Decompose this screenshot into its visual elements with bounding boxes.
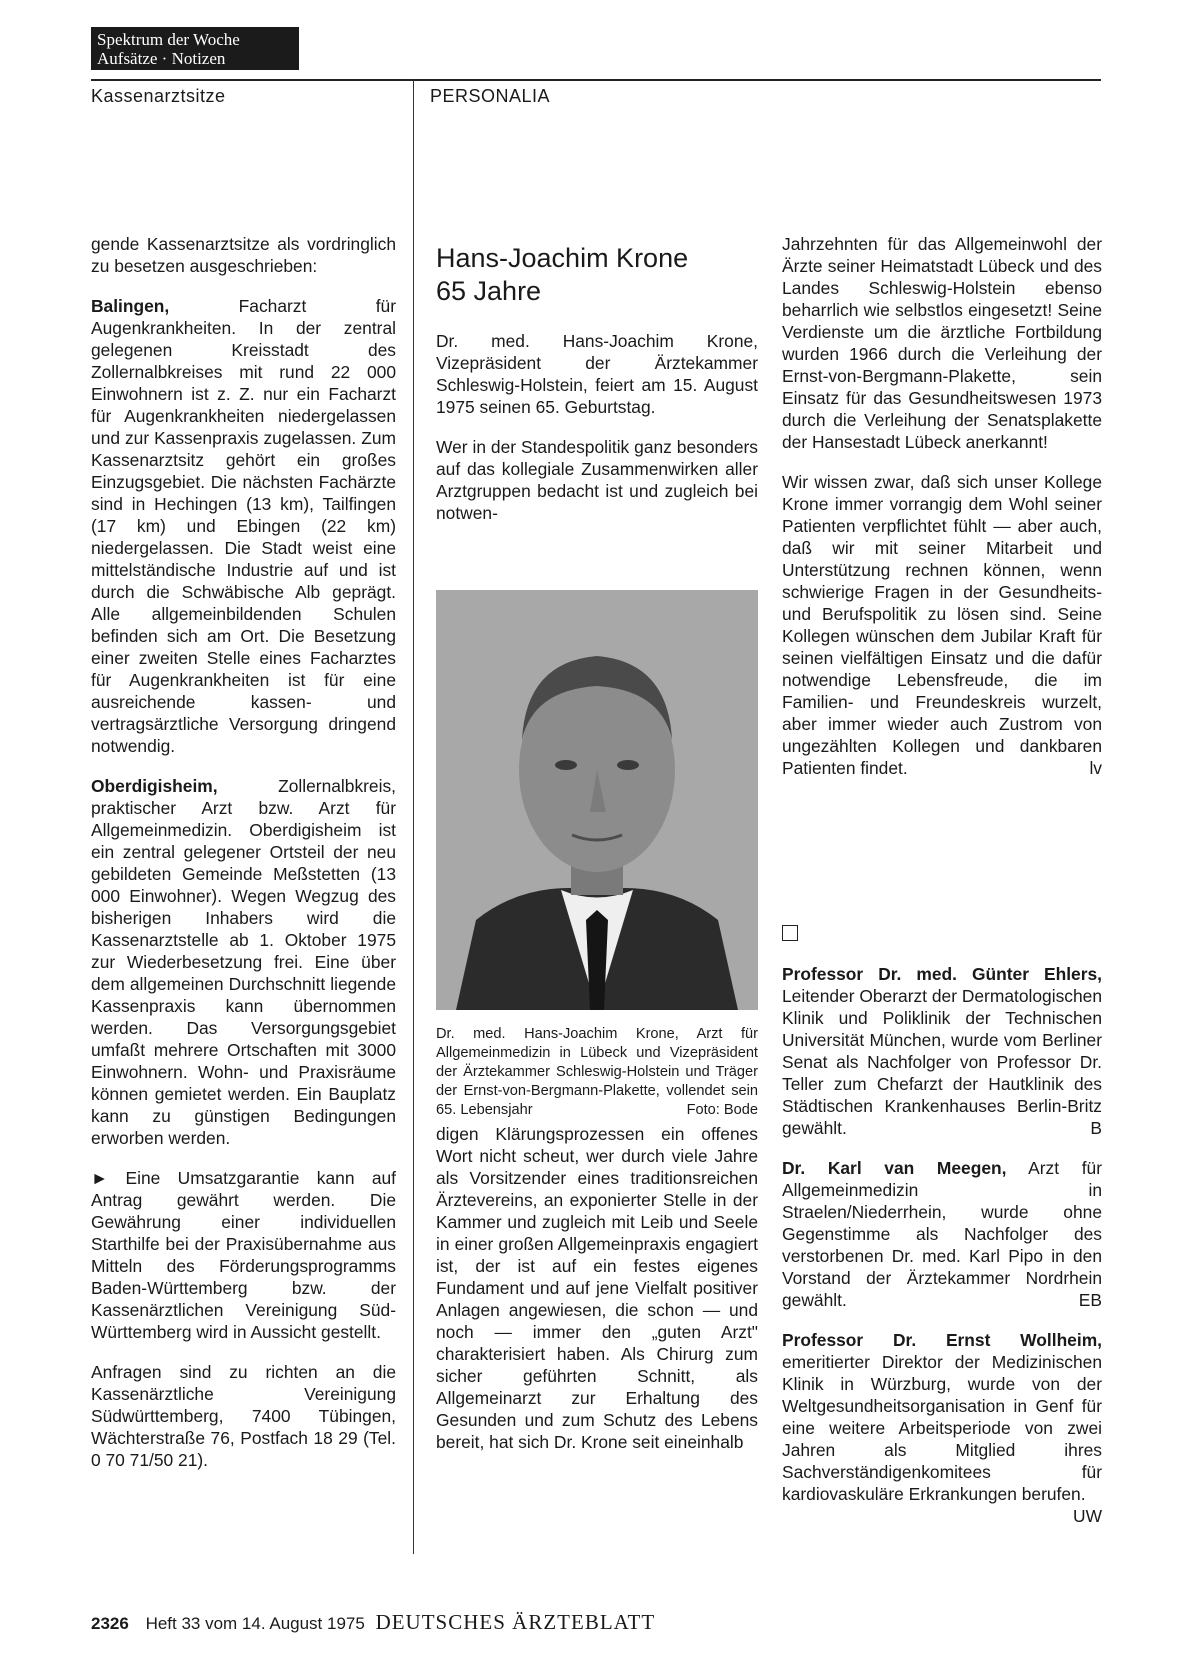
notice-signature: EB	[1078, 1290, 1102, 1310]
article-paragraph-3	[782, 471, 1102, 779]
notice-person: Professor Dr. med. Günter Ehlers,	[782, 964, 1102, 984]
notice-text: Leitender Oberarzt der Dermatologischen Klinik und Poliklinik der Technischen Universität München, wurde vom Berliner Senat als Nachfolger von Professor Dr. Teller zum Chefarzt der Hautklinik des Städtischen Krankenhauses Berlin-Britz gewählt.	[782, 986, 1102, 1138]
notice-person: Professor Dr. Ernst Wollheim,	[782, 1330, 1102, 1350]
section-badge	[91, 27, 299, 70]
listing-place: Balingen,	[91, 296, 170, 316]
section-label-left: Kassenarztsitze	[91, 86, 226, 106]
right-column-upper	[782, 233, 1102, 797]
umsatz-paragraph	[91, 1167, 396, 1343]
article-lead: Dr. med. Hans-Joachim Krone, Vizepräsident der Ärztekammer Schleswig-Holstein, feiert am 15. August 1975 seinen 65. Geburtstag.	[436, 331, 758, 417]
notice-ehlers	[782, 963, 1102, 1139]
notice-signature: UW	[1073, 1506, 1102, 1526]
author-signature: lv	[1089, 758, 1102, 778]
article-intro	[436, 330, 758, 542]
column-divider-left	[413, 79, 414, 1554]
notice-text: Arzt für Allgemeinmedizin in Straelen/Niederrhein, wurde ohne Gegenstimme als Nachfolger des verstorbenen Dr. med. Karl Pipo in den Vorstand der Ärztekammer Nordrhein gewählt.	[782, 1158, 1103, 1310]
article-continued	[436, 1123, 758, 1471]
notice-meegen	[782, 1157, 1102, 1311]
article-paragraph-3-text: Wir wissen zwar, daß sich unser Kollege Krone immer vorrangig dem Wohl seiner Patienten verpflichtet fühlt — aber auch, daß wir mit seiner Mitarbeit und Unterstützung rechnen können, wenn schwierige Fragen in der Gesundheits- und Berufspolitik zu lösen sind. Seine Kollegen wünschen dem Jubilar Kraft für seinen vielfältigen Einsatz und die dafür notwendige Lebensfreude, die im Familien- und Freundeskreis wurzelt, aber immer wieder auch Zustrom von ungezählten Kollegen und dankbaren Patienten findet.	[782, 472, 1102, 778]
notice-signature: B	[1090, 1118, 1102, 1138]
article-title	[436, 242, 688, 308]
article-title-line-2: 65 Jahre	[436, 276, 542, 306]
article-title-line-1: Hans-Joachim Krone	[436, 243, 689, 273]
photo-caption	[436, 1025, 758, 1120]
badge-line-1: Spektrum der Woche	[97, 30, 240, 49]
listing-text: Zollernalbkreis, praktischer Arzt bzw. Arzt für Allgemeinmedizin. Oberdigisheim ist ein zentral gelegener Ortsteil der neu gebildeten Gemeinde Meßstetten (13 000 Einwohner). Wegen Wegzug des bisherigen Inhabers wird die Kassenarztstelle ab 1. Oktober 1975 zur Wiederbesetzung frei. Eine über dem allgemeinen Durchschnitt liegende Kassenpraxis kann übernommen werden. Das Versorgungsgebiet umfaßt mehrere Ortschaften mit 3000 Einwohnern. Wohn- und Praxisräume können gemietet werden. Ein Bauplatz kann zu günstigen Bedingungen erworben werden.	[91, 776, 396, 1148]
masthead: DEUTSCHES ÄRZTEBLATT	[375, 1610, 656, 1634]
portrait-illustration	[436, 590, 758, 1010]
notice-person: Dr. Karl van Meegen,	[782, 1158, 1007, 1178]
page-number: 2326	[91, 1614, 129, 1633]
photo-credit: Foto: Bode	[686, 1102, 758, 1118]
section-label-right: PERSONALIA	[430, 86, 551, 106]
anfragen-paragraph: Anfragen sind zu richten an die Kassenärztliche Vereinigung Südwürttemberg, 7400 Tübingen, Wächterstraße 76, Postfach 18 29 (Tel. 0 70 71/50 21).	[91, 1362, 396, 1470]
notice-wollheim	[782, 1329, 1102, 1526]
page-footer	[91, 1610, 655, 1635]
notice-text: emeritierter Direktor der Medizinischen Klinik in Würzburg, wurde von der Weltgesundheitsorganisation in Genf für eine weitere Arbeitsperiode von zwei Jahren als Mitglied ihres Sachverständigenkomitees für kardiovaskuläre Erkrankungen berufen.	[782, 1352, 1102, 1504]
listing-place: Oberdigisheim,	[91, 776, 218, 796]
issue-info: Heft 33 vom 14. August 1975	[145, 1614, 365, 1633]
separator-square-icon	[782, 925, 798, 941]
left-column	[91, 233, 396, 1489]
intro-text: gende Kassenarztsitze als vordringlich zu besetzen ausgeschrieben:	[91, 234, 396, 276]
right-column-notices	[782, 963, 1102, 1527]
portrait-photo	[436, 590, 758, 1010]
listing-balingen	[91, 295, 396, 757]
article-paragraph-2: Jahrzehnten für das Allgemeinwohl der Ärzte seiner Heimatstadt Lübeck und des Landes Schleswig-Holstein ebenso beharrlich wie selbstlos eingesetzt! Seine Verdienste um die ärztliche Fortbildung wurden 1966 durch die Verleihung der Ernst-von-Bergmann-Plakette, sein Einsatz für das Gesundheitswesen 1973 durch die Verleihung der Senatsplakette der Hansestadt Lübeck anerkannt!	[782, 234, 1102, 452]
caption-text: Dr. med. Hans-Joachim Krone, Arzt für Allgemeinmedizin in Lübeck und Vizepräsident der Ärztekammer Schleswig-Holstein und Träger der Ernst-von-Bergmann-Plakette, vollendet sein 65. Lebensjahr	[436, 1026, 758, 1118]
header-rule	[91, 79, 1101, 81]
article-paragraph-1: Wer in der Standespolitik ganz besonders auf das kollegiale Zusammenwirken aller Arztgruppen bedacht ist und zugleich bei notwen-	[436, 437, 758, 523]
umsatz-text: Eine Umsatzgarantie kann auf Antrag gewährt werden. Die Gewährung einer individuellen Starthilfe bei der Praxisübernahme aus Mitteln des Förderungsprogramms Baden-Württemberg bzw. der Kassenärztlichen Vereinigung Süd-Württemberg wird in Aussicht gestellt.	[91, 1168, 396, 1342]
listing-oberdigisheim	[91, 775, 396, 1149]
listing-text: Facharzt für Augenkrankheiten. In der zentral gelegenen Kreisstadt des Zollernalbkreises mit rund 22 000 Einwohnern ist z. Z. nur ein Facharzt für Augenkrankheiten niedergelassen und zur Kassenpraxis zugelassen. Zum Kassenarztsitz gehört ein großes Einzugsgebiet. Die nächsten Fachärzte sind in Hechingen (13 km), Tailfingen (17 km) und Ebingen (22 km) niedergelassen. Die Stadt weist eine mittelständische Industrie auf und ist durch die Schwäbische Alb geprägt. Alle allgemeinbildenden Schulen befinden sich am Ort. Die Besetzung einer zweiten Stelle eines Facharztes für Augenkrankheiten ist für eine ausreichende kassen- und vertragsärztliche Versorgung dringend notwendig.	[91, 296, 396, 756]
article-paragraph-continued: digen Klärungsprozessen ein offenes Wort nicht scheut, wer durch viele Jahre als Vorsitzender eines traditionsreichen Ärztevereins, an exponierter Stelle in der Kammer und zugleich mit Leib und Seele in einer großen Allgemeinpraxis engagiert ist, der ist auf ein festes eigenes Fundament und auf jene Vielfalt positiver Anlagen angewiesen, die schon — und noch — immer den „guten Arzt" charakterisiert haben. Als Chirurg zum sicher geführten Schnitt, als Allgemeinarzt zur Erhaltung des Gesunden und zum Schutz des Lebens bereit, hat sich Dr. Krone seit eineinhalb	[436, 1124, 758, 1452]
badge-line-2: Aufsätze · Notizen	[97, 49, 226, 68]
triangle-bullet-icon: ►	[91, 1168, 126, 1188]
